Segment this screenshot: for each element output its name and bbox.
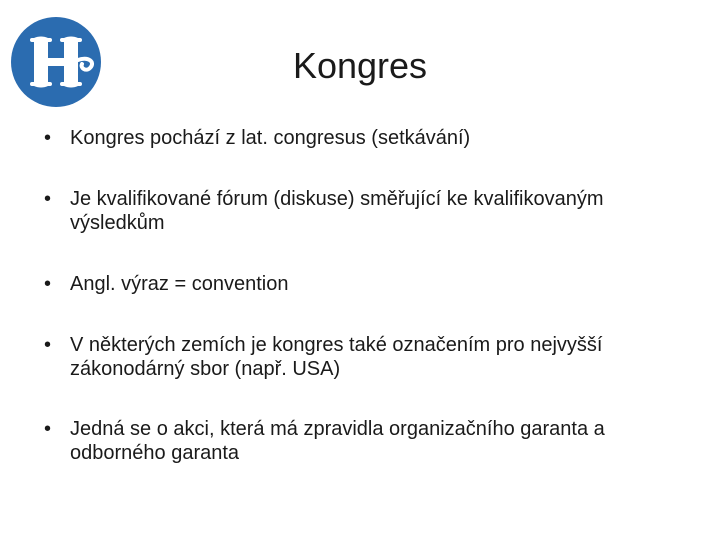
bullet-item	[44, 272, 288, 296]
slide-title-text: Kongres	[292, 45, 428, 86]
bullet-dot: •	[44, 127, 52, 149]
bullet-item	[44, 126, 470, 150]
bullet-text: V některých zemích je kongres také označením pro nejvyšší zákonodárný sbor (např. USA)	[70, 334, 603, 380]
bullet-dot: •	[44, 188, 52, 210]
bullet-text: Je kvalifikované fórum (diskuse) směřující ke kvalifikovaným výsledkům	[70, 188, 604, 234]
bullet-text: Angl. výraz = convention	[70, 273, 289, 295]
bullet-item	[44, 187, 684, 235]
bullet-text: Kongres pochází z lat. congresus (setkávání)	[70, 127, 471, 149]
bullet-item	[44, 333, 684, 381]
bullet-dot: •	[44, 273, 52, 295]
bullet-dot: •	[44, 418, 52, 440]
slide-title	[0, 40, 720, 92]
bullet-dot: •	[44, 334, 52, 356]
bullet-item	[44, 417, 684, 465]
bullet-text: Jedná se o akci, která má zpravidla organizačního garanta a odborného garanta	[70, 418, 605, 464]
